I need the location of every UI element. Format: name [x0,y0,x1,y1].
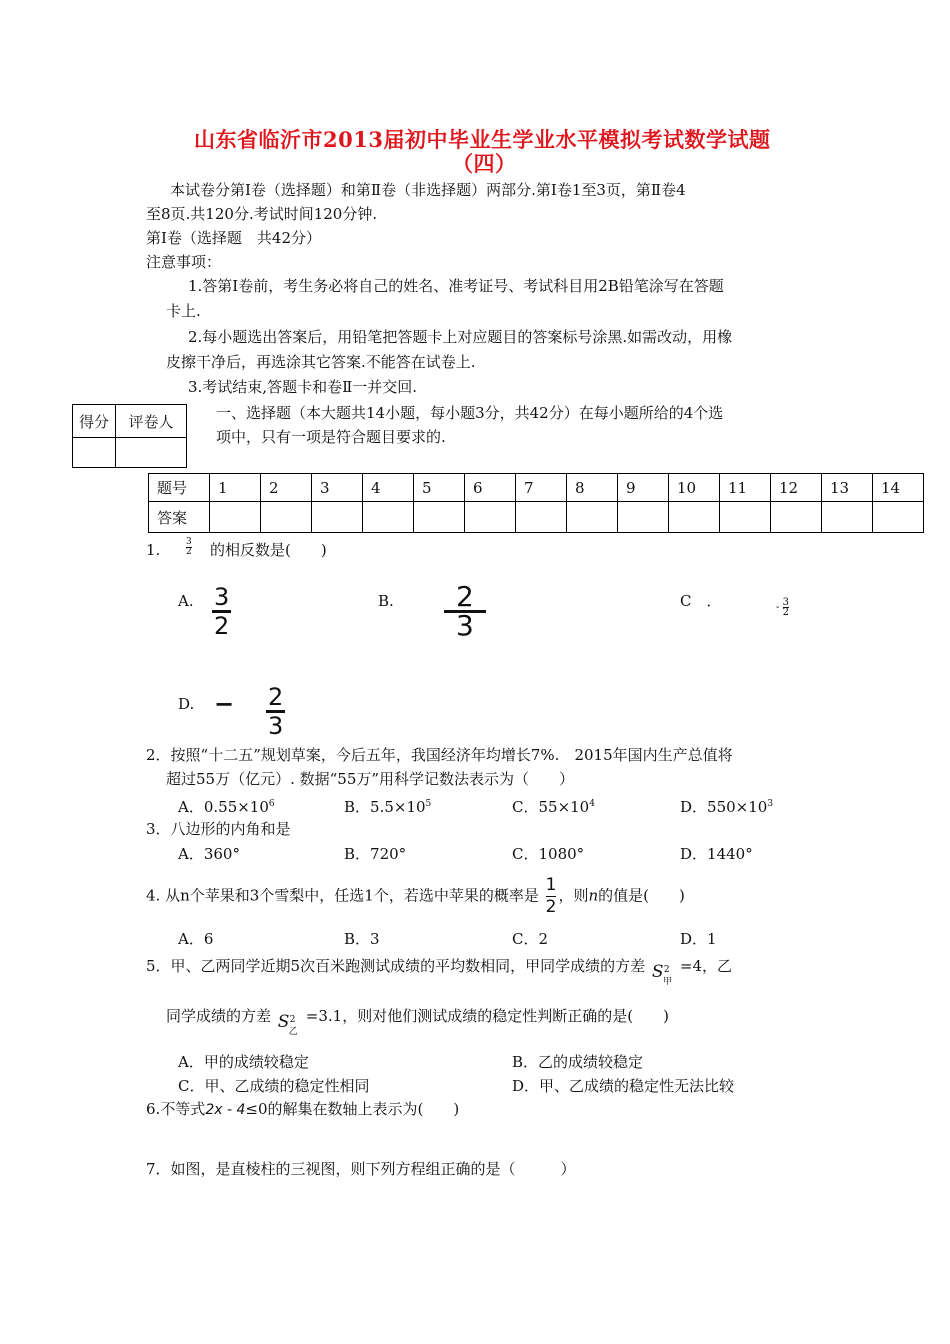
q1-option-a-fraction: $\frac{3}{2}$ [214,583,230,640]
question-number-cell: 13 [822,474,873,502]
q1-fraction: $\frac{3}{2}$ [186,537,192,557]
document-title-suffix: （四） [452,151,517,176]
answer-cell[interactable] [312,502,363,533]
q5-option-a: A．甲的成绩较稳定 [178,1053,309,1071]
q1-stem: 的相反数是( ) [210,541,327,559]
question-number-cell: 7 [516,474,567,502]
answer-cell[interactable] [669,502,720,533]
q4-option-a: A．6 [178,930,214,948]
answer-cell[interactable] [771,502,822,533]
question-number-cell: 1 [210,474,261,502]
answer-cell[interactable] [261,502,312,533]
q2-option-c: C．$55\times 10^4$ [512,798,595,816]
question-number-cell: 12 [771,474,822,502]
score-cell[interactable] [73,438,116,468]
q5-option-d: D．甲、乙成绩的稳定性无法比较 [512,1077,735,1095]
q2-option-b: B．$5.5\times 10^5$ [344,798,432,816]
q1-number: 1. [146,541,161,559]
q4-option-d: D．1 [680,930,717,948]
question-number-cell: 2 [261,474,312,502]
answer-table [148,473,924,533]
grader-label: 评卷人 [116,405,187,438]
notice-item-3: 3.考试结束,答题卡和卷Ⅱ一并交回. [188,378,418,396]
answer-cell[interactable] [822,502,873,533]
q6-stem: 6.不等式2x - 4≤0的解集在数轴上表示为( ) [146,1100,460,1118]
question-number-label: 题号 [149,474,210,502]
q5-stem-line1: 5．甲、乙两同学近期5次百米跑测试成绩的平均数相同，甲同学成绩的方差 S 2 甲 =4，乙 [146,953,732,979]
question-number-cell: 14 [873,474,924,502]
q3-option-b: B．720° [344,845,407,863]
q3-option-c: C．1080° [512,845,585,863]
q1-option-a-label: A. [178,592,194,610]
q4-option-c: C．2 [512,930,549,948]
answer-label: 答案 [149,502,210,533]
q1-option-c-label: C ． [680,592,722,610]
q2-option-a: A．$0.55\times 10^6$ [178,798,275,816]
q5-stem-line2: 同学成绩的方差 S 2 乙 =3.1，则对他们测试成绩的稳定性判断正确的是( ) [166,1003,669,1029]
q2-stem-line1: 2．按照“十二五”规划草案，今后五年，我国经济年均增长7%. 2015年国内生产总值将 [146,746,733,764]
notice-item-1: 1.答第Ⅰ卷前，考生务必将自己的姓名、准考证号、考试科目用2B铅笔涂写在答题 [188,277,724,295]
q5-variance-jia: S 2 甲 [651,962,672,987]
notice-item-1-cont: 卡上. [166,302,201,320]
notice-title: 注意事项： [146,253,222,271]
question-number-cell: 6 [465,474,516,502]
question-number-cell: 11 [720,474,771,502]
intro-text-line1: 本试卷分第Ⅰ卷（选择题）和第Ⅱ卷（非选择题）两部分.第Ⅰ卷1至3页，第Ⅱ卷4 [170,181,686,199]
question-number-cell: 9 [618,474,669,502]
answer-cell[interactable] [465,502,516,533]
q1-option-c-sign: - [776,602,780,613]
notice-item-2-cont: 皮擦干净后，再选涂其它答案.不能答在试卷上. [166,353,476,371]
q3-option-a: A．360° [178,845,240,863]
answer-cell[interactable] [873,502,924,533]
score-box [72,404,187,468]
q4-fraction: $\frac{1}{2}$ [545,875,557,917]
question-number-cell: 3 [312,474,363,502]
answer-cell[interactable] [720,502,771,533]
intro-text-line2: 至8页.共120分.考试时间120分钟. [146,205,378,223]
answer-cell[interactable] [618,502,669,533]
q1-option-b-fraction: $\frac{2}{3}$ [444,584,486,639]
q3-stem: 3．八边形的内角和是 [146,820,291,838]
q7-stem: 7．如图，是直棱柱的三视图，则下列方程组正确的是（ ） [146,1160,576,1178]
q2-option-d: D．$550\times 10^3$ [680,798,774,816]
answer-cell[interactable] [210,502,261,533]
q5-option-b: B．乙的成绩较稳定 [512,1053,644,1071]
question-number-cell: 4 [363,474,414,502]
document-title: 山东省临沂市2013届初中毕业生学业水平模拟考试数学试题 [194,127,771,152]
section1-header-cont: 项中，只有一项是符合题目要求的. [216,428,446,446]
question-number-cell: 10 [669,474,720,502]
q1-option-d-fraction: $\frac{2}{3}$ [268,683,284,740]
q1-option-c-fraction: $\frac{3}{2}$ [782,597,789,618]
q2-stem-line2: 超过55万（亿元）. 数据“55万”用科学记数法表示为（ ） [166,770,575,788]
notice-item-2: 2.每小题选出答案后，用铅笔把答题卡上对应题目的答案标号涂黑.如需改动，用橡 [188,328,733,346]
grader-cell[interactable] [116,438,187,468]
q4-option-b: B．3 [344,930,380,948]
question-number-cell: 8 [567,474,618,502]
q4-stem: 4. 从n个苹果和3个雪梨中，任选1个，若选中苹果的概率是 $\frac{1}{2}$ ，则n的值是( ) [146,875,685,917]
q5-variance-yi: S 2 乙 [277,1012,298,1037]
answer-cell[interactable] [516,502,567,533]
q1-option-d-label: D. [178,695,195,713]
answer-cell[interactable] [567,502,618,533]
section1-header: 一、选择题（本大题共14小题，每小题3分，共42分）在每小题所给的4个选 [216,404,724,422]
q1-option-b-label: B. [378,592,394,610]
q3-option-d: D．1440° [680,845,753,863]
score-label: 得分 [73,405,116,438]
answer-cell[interactable] [363,502,414,533]
answer-cell[interactable] [414,502,465,533]
q5-option-c: C．甲、乙成绩的稳定性相同 [178,1077,370,1095]
q1-option-d-sign: − [214,689,235,718]
part1-title: 第Ⅰ卷（选择题 共42分） [146,229,322,247]
question-number-cell: 5 [414,474,465,502]
